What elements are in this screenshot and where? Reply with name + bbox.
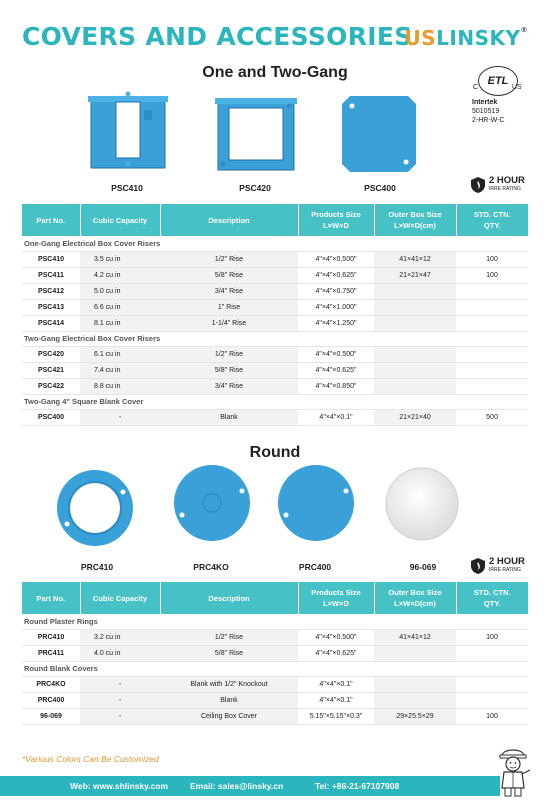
col-outer-box-size: Outer Box Size L×W×D(cm): [374, 582, 456, 614]
table-group-row: [22, 614, 528, 629]
products-size-cell: 4"×4"×0.500": [298, 251, 374, 267]
part-no-cell: PRC400: [22, 692, 80, 708]
outer-box-size-cell: 21×21×40: [374, 409, 456, 425]
description-cell: 3/4" Rise: [160, 378, 298, 394]
fire-rating-badge-2: 2 HOUR IRRE RATING: [470, 557, 525, 575]
description-cell: Blank: [160, 409, 298, 425]
col-cubic-capacity: Cubic Capacity: [80, 204, 160, 236]
table-row: [22, 267, 528, 283]
cubic-capacity-cell: 3.5 cu in: [80, 251, 160, 267]
products-size-cell: 4"×4"×0.1": [298, 409, 374, 425]
products-size-cell: 4"×4"×1.000": [298, 299, 374, 315]
prc410-product-image: [55, 468, 135, 548]
customization-footnote: *Various Colors Can Be Customized: [22, 754, 159, 764]
col-products-size: Products Size L×W×D: [298, 204, 374, 236]
description-cell: Blank with 1/2" Knockout: [160, 676, 298, 692]
footer-email-link[interactable]: Email: sales@linsky.cn: [190, 781, 284, 791]
products-size-cell: 4"×4"×0.1": [298, 692, 374, 708]
group-title: One-Gang Electrical Box Cover Risers: [22, 236, 528, 251]
table-header-row: [22, 582, 528, 614]
footer-web-link[interactable]: Web: www.shlinsky.com: [70, 781, 169, 791]
part-no-cell: PSC420: [22, 346, 80, 362]
psc400-product-image: [340, 94, 418, 174]
std-ctn-qty-cell: [456, 676, 528, 692]
etl-us-label: US: [512, 84, 522, 91]
products-size-cell: 4"×4"×1.250": [298, 315, 374, 331]
part-no-cell: PSC422: [22, 378, 80, 394]
table-row: [22, 315, 528, 331]
part-no-cell: 96-069: [22, 708, 80, 724]
std-ctn-qty-cell: [456, 315, 528, 331]
description-cell: 1/2" Rise: [160, 629, 298, 645]
cubic-capacity-cell: 7.4 cu in: [80, 362, 160, 378]
mascot-illustration: [492, 742, 534, 798]
part-no-cell: PSC410: [22, 251, 80, 267]
group-title: Round Blank Covers: [22, 661, 528, 676]
table-header-row: [22, 204, 528, 236]
group-title: Two-Gang Electrical Box Cover Risers: [22, 331, 528, 346]
col-part-no: Part No.: [22, 204, 80, 236]
psc420-product-image: [215, 94, 297, 174]
col-description: Description: [160, 582, 298, 614]
part-no-cell: PSC414: [22, 315, 80, 331]
shield-icon: [470, 176, 486, 194]
part-no-cell: PRC410: [22, 629, 80, 645]
std-ctn-qty-cell: [456, 346, 528, 362]
outer-box-size-cell: [374, 378, 456, 394]
description-cell: 5/8" Rise: [160, 645, 298, 661]
std-ctn-qty-cell: [456, 283, 528, 299]
std-ctn-qty-cell: [456, 362, 528, 378]
std-ctn-qty-cell: [456, 378, 528, 394]
cubic-capacity-cell: 4.2 cu in: [80, 267, 160, 283]
spec-table-one-two-gang: [22, 204, 528, 426]
table-group-row: [22, 394, 528, 409]
product-label-prc410: PRC410: [80, 562, 114, 572]
table-row: [22, 708, 528, 724]
product-label-psc400: PSC400: [364, 183, 396, 193]
part-no-cell: PSC412: [22, 283, 80, 299]
part-no-cell: PRC411: [22, 645, 80, 661]
footer-tel: Tel: +86-21-67107908: [315, 781, 400, 791]
group-title: Two-Gang 4" Square Blank Cover: [22, 394, 528, 409]
std-ctn-qty-cell: 100: [456, 267, 528, 283]
description-cell: 5/8" Rise: [160, 267, 298, 283]
product-label-prc4ko: PRC4KO: [193, 562, 229, 572]
table-row: [22, 299, 528, 315]
contact-footer: [0, 776, 500, 796]
col-outer-box-size: Outer Box Size L×W×D(cm): [374, 204, 456, 236]
outer-box-size-cell: [374, 299, 456, 315]
products-size-cell: 5.15"×5.15"×0.3": [298, 708, 374, 724]
cubic-capacity-cell: -: [80, 692, 160, 708]
col-description: Description: [160, 204, 298, 236]
outer-box-size-cell: [374, 362, 456, 378]
section-heading-one-two-gang: One and Two-Gang: [202, 64, 348, 81]
std-ctn-qty-cell: 500: [456, 409, 528, 425]
outer-box-size-cell: [374, 315, 456, 331]
description-cell: Blank: [160, 692, 298, 708]
cubic-capacity-cell: 4.0 cu in: [80, 645, 160, 661]
part-no-cell: PSC411: [22, 267, 80, 283]
page-title: COVERS AND ACCESSORIES: [22, 22, 413, 51]
std-ctn-qty-cell: [456, 692, 528, 708]
group-title: Round Plaster Rings: [22, 614, 528, 629]
std-ctn-qty-cell: 100: [456, 708, 528, 724]
part-no-cell: PRC4KO: [22, 676, 80, 692]
product-label-96-069: 96-069: [409, 562, 437, 572]
products-size-cell: 4"×4"×0.625": [298, 362, 374, 378]
col-part-no: Part No.: [22, 582, 80, 614]
cubic-capacity-cell: 8.8 cu in: [80, 378, 160, 394]
product-label-prc400: PRC400: [298, 562, 332, 572]
description-cell: 3/4" Rise: [160, 283, 298, 299]
shield-icon: [470, 557, 486, 575]
cubic-capacity-cell: -: [80, 708, 160, 724]
products-size-cell: 4"×4"×0.625": [298, 645, 374, 661]
spec-table-round: [22, 582, 528, 725]
col-products-size: Products Size L×W×D: [298, 582, 374, 614]
cubic-capacity-cell: -: [80, 676, 160, 692]
std-ctn-qty-cell: [456, 299, 528, 315]
outer-box-size-cell: [374, 692, 456, 708]
std-ctn-qty-cell: [456, 645, 528, 661]
outer-box-size-cell: 29×25.5×29: [374, 708, 456, 724]
psc410-product-image: [88, 90, 168, 172]
cubic-capacity-cell: 3.2 cu in: [80, 629, 160, 645]
description-cell: Ceiling Box Cover: [160, 708, 298, 724]
brand-logo: USLINSKY®: [404, 26, 528, 50]
products-size-cell: 4"×4"×0.500": [298, 629, 374, 645]
products-size-cell: 4"×4"×0.750": [298, 283, 374, 299]
description-cell: 1/2" Rise: [160, 346, 298, 362]
table-row: [22, 346, 528, 362]
table-row: [22, 283, 528, 299]
std-ctn-qty-cell: 100: [456, 251, 528, 267]
etl-certification-icon: ETL: [478, 66, 518, 96]
section-heading-round: Round: [249, 444, 301, 461]
cubic-capacity-cell: 8.1 cu in: [80, 315, 160, 331]
product-label-psc410: PSC410: [111, 183, 143, 193]
col-std-ctn-qty: STD. CTN. QTY.: [456, 204, 528, 236]
product-label-psc420: PSC420: [239, 183, 271, 193]
part-no-cell: PSC413: [22, 299, 80, 315]
table-row: [22, 251, 528, 267]
table-group-row: [22, 661, 528, 676]
cubic-capacity-cell: 5.0 cu in: [80, 283, 160, 299]
description-cell: 1" Rise: [160, 299, 298, 315]
outer-box-size-cell: 21×21×47: [374, 267, 456, 283]
prc4ko-product-image: [172, 463, 252, 543]
table-row: [22, 692, 528, 708]
certification-info: Intertek 5010519 2-HR-W-C: [472, 99, 505, 124]
outer-box-size-cell: [374, 676, 456, 692]
part-no-cell: PSC400: [22, 409, 80, 425]
products-size-cell: 4"×4"×0.500": [298, 346, 374, 362]
table-row: [22, 645, 528, 661]
96-069-product-image: [384, 466, 460, 542]
table-group-row: [22, 236, 528, 251]
cubic-capacity-cell: 6.1 cu in: [80, 346, 160, 362]
outer-box-size-cell: [374, 645, 456, 661]
cubic-capacity-cell: 6.6 cu in: [80, 299, 160, 315]
outer-box-size-cell: 41×41×12: [374, 251, 456, 267]
table-row: [22, 629, 528, 645]
part-no-cell: PSC421: [22, 362, 80, 378]
std-ctn-qty-cell: 100: [456, 629, 528, 645]
table-row: [22, 676, 528, 692]
products-size-cell: 4"×4"×0.850": [298, 378, 374, 394]
table-row: [22, 378, 528, 394]
table-row: [22, 409, 528, 425]
outer-box-size-cell: [374, 346, 456, 362]
cubic-capacity-cell: -: [80, 409, 160, 425]
outer-box-size-cell: 41×41×12: [374, 629, 456, 645]
products-size-cell: 4"×4"×0.625": [298, 267, 374, 283]
products-size-cell: 4"×4"×0.1": [298, 676, 374, 692]
description-cell: 1-1/4" Rise: [160, 315, 298, 331]
table-row: [22, 362, 528, 378]
table-group-row: [22, 331, 528, 346]
description-cell: 5/8" Rise: [160, 362, 298, 378]
col-std-ctn-qty: STD. CTN. QTY.: [456, 582, 528, 614]
outer-box-size-cell: [374, 283, 456, 299]
col-cubic-capacity: Cubic Capacity: [80, 582, 160, 614]
etl-c-label: C: [473, 84, 479, 91]
fire-rating-badge: 2 HOUR IRRE RATING: [470, 176, 525, 194]
prc400-product-image: [276, 463, 356, 543]
description-cell: 1/2" Rise: [160, 251, 298, 267]
